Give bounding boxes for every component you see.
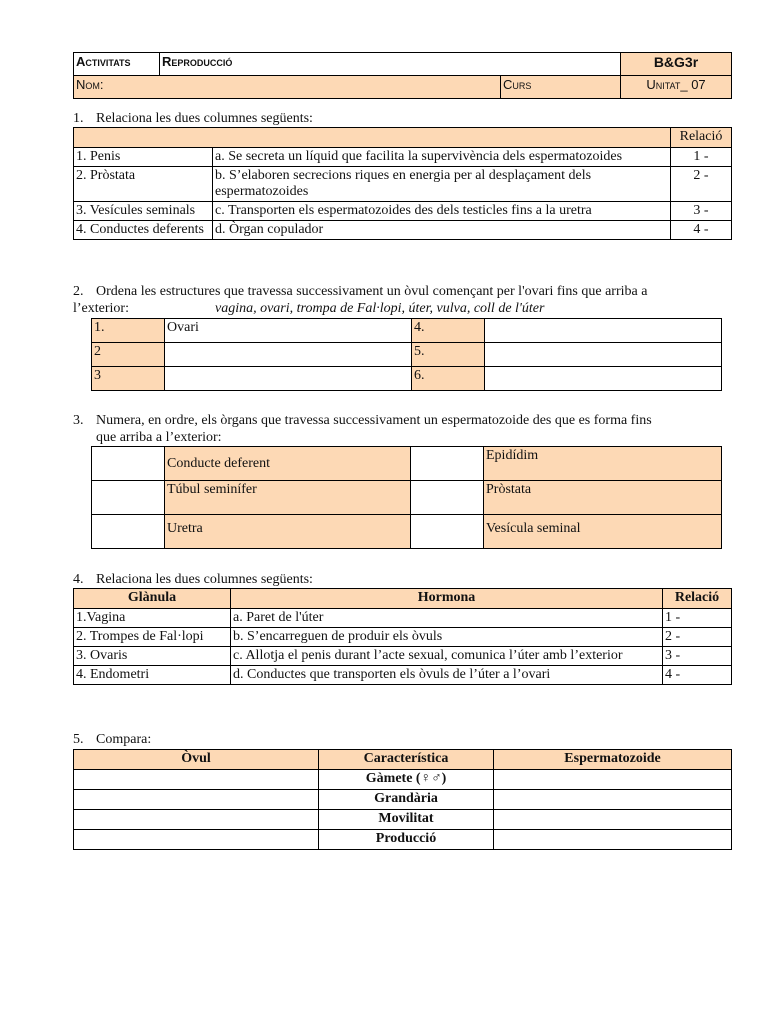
q3-num-1[interactable] bbox=[92, 447, 165, 481]
q5-esperm-2[interactable] bbox=[494, 790, 732, 810]
q1-rel-3[interactable]: 3 - bbox=[671, 202, 732, 221]
q1-right-3: c. Transporten els espermatozoides des dels testicles fins a la uretra bbox=[213, 202, 671, 221]
q4-rel-1[interactable]: 1 - bbox=[663, 609, 732, 628]
q1-left-1: 1. Penis bbox=[74, 148, 213, 167]
q1-right-1: a. Se secreta un líquid que facilita la supervivència dels espermatozoides bbox=[213, 148, 671, 167]
relacio-header: Relació bbox=[671, 128, 732, 148]
q1-rel-1[interactable]: 1 - bbox=[671, 148, 732, 167]
q5-ovul-1[interactable] bbox=[74, 770, 319, 790]
q2-answer-1[interactable]: Ovari bbox=[165, 319, 412, 343]
q1-left-4: 4. Conductes deferents bbox=[74, 221, 213, 240]
q5-ovul-2[interactable] bbox=[74, 790, 319, 810]
q5-esperm-1[interactable] bbox=[494, 770, 732, 790]
q1-right-4: d. Òrgan copulador bbox=[213, 221, 671, 240]
q5-table: Òvul Característica Espermatozoide Gàmete (♀♂) Grandària Movilitat Producció bbox=[73, 749, 732, 850]
q2-answer-4[interactable] bbox=[485, 319, 722, 343]
q2-answer-3[interactable] bbox=[165, 367, 412, 391]
q1-table bbox=[73, 127, 732, 240]
q2-table: 1. Ovari 4. 2 5. 3 6. bbox=[91, 318, 722, 391]
q4-rel-3[interactable]: 3 - bbox=[663, 647, 732, 666]
q4-rel-2[interactable]: 2 - bbox=[663, 628, 732, 647]
header-table bbox=[73, 52, 732, 99]
q2-answer-2[interactable] bbox=[165, 343, 412, 367]
q5-header-esperm: Espermatozoide bbox=[494, 750, 732, 770]
course-code: B&G3r bbox=[621, 53, 732, 76]
q1-right-2: b. S’elaboren secrecions riques en energia per al desplaçament dels espermatozoides bbox=[213, 167, 671, 202]
q1-left-3: 3. Vesícules seminals bbox=[74, 202, 213, 221]
q4-header-relacio: Relació bbox=[663, 589, 732, 609]
question-1: 1. Relaciona les dues columnes següents: bbox=[73, 111, 313, 126]
curs-field[interactable]: Curs bbox=[501, 76, 621, 99]
q3-table: Conducte deferent Epidídim Túbul seminífer Pròstata Uretra Vesícula seminal bbox=[91, 446, 722, 549]
q5-esperm-3[interactable] bbox=[494, 810, 732, 830]
question-2: 2. Ordena les estructures que travessa successivament un òvul començant per l'ovari fins que arriba a l’exterior: vagina, ovari, trompa de Fal·lopi, úter, vulva, coll de l'úter bbox=[73, 284, 648, 316]
question-3: 3. Numera, en ordre, els òrgans que travessa successivament un espermatozoide des que es forma fins que arriba a l’exterior: bbox=[73, 413, 652, 445]
q1-left-2: 2. Pròstata bbox=[74, 167, 213, 202]
unitat-label: Unitat_ 07 bbox=[621, 76, 732, 99]
activitats-label: Activitats bbox=[74, 53, 160, 76]
q3-num-3[interactable] bbox=[92, 481, 165, 515]
q4-table: Glànula Hormona Relació 1.Vagina a. Paret de l'úter 1 - 2. Trompes de Fal·lopi b. S’encarreguen de produir els òvuls 2 - 3. Ovaris c. Allotja el penis durant l’acte sexual, comunica l’úter amb l’exterior 3 - 4. Endometri d. Conductes que transporten els òvuls de l’úter a l’ovari 4 - bbox=[73, 588, 732, 685]
q3-num-4[interactable] bbox=[411, 481, 484, 515]
q5-ovul-3[interactable] bbox=[74, 810, 319, 830]
q3-num-6[interactable] bbox=[411, 515, 484, 549]
q5-esperm-4[interactable] bbox=[494, 830, 732, 850]
q2-answer-5[interactable] bbox=[485, 343, 722, 367]
q4-rel-4[interactable]: 4 - bbox=[663, 666, 732, 685]
q1-rel-4[interactable]: 4 - bbox=[671, 221, 732, 240]
topic-label: Reproducció bbox=[160, 53, 621, 76]
q2-answer-6[interactable] bbox=[485, 367, 722, 391]
q5-header-caracteristica: Característica bbox=[319, 750, 494, 770]
q3-num-5[interactable] bbox=[92, 515, 165, 549]
q4-header-glandula: Glànula bbox=[74, 589, 231, 609]
q3-num-2[interactable] bbox=[411, 447, 484, 481]
question-4: 4. Relaciona les dues columnes següents: bbox=[73, 572, 313, 587]
word-bank: vagina, ovari, trompa de Fal·lopi, úter, vulva, coll de l'úter bbox=[214, 301, 545, 316]
question-5: 5. Compara: bbox=[73, 732, 152, 747]
nom-field[interactable]: Nom: bbox=[74, 76, 501, 99]
q5-ovul-4[interactable] bbox=[74, 830, 319, 850]
q4-header-hormona: Hormona bbox=[231, 589, 663, 609]
q5-header-ovul: Òvul bbox=[74, 750, 319, 770]
q1-rel-2[interactable]: 2 - bbox=[671, 167, 732, 202]
